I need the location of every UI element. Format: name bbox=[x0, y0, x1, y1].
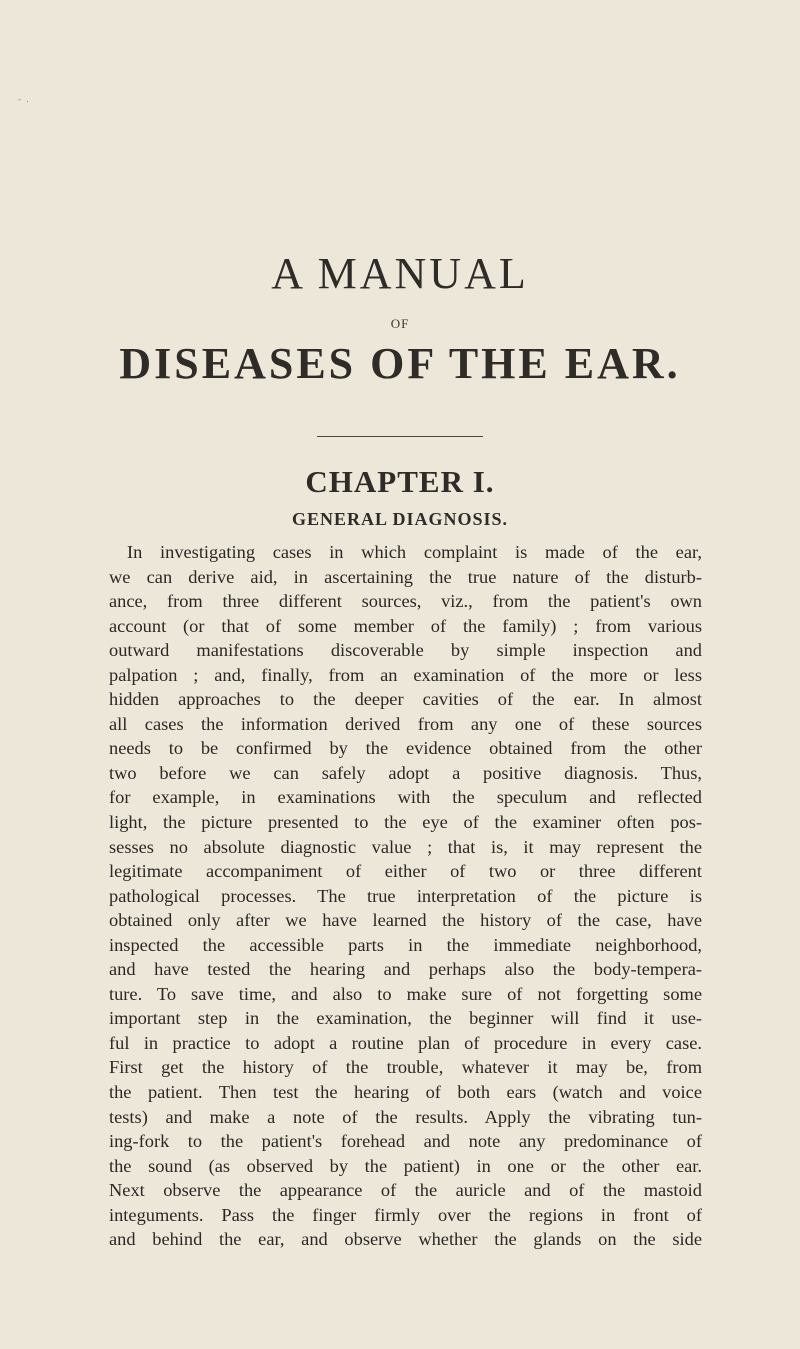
body-line: outward manifestations discoverable by simple inspection and bbox=[109, 640, 702, 661]
body-line: integuments. Pass the finger firmly over the regions in front of bbox=[109, 1204, 702, 1225]
body-line: hidden approaches to the deeper cavities of the ear. In almost bbox=[109, 689, 702, 710]
body-line: and have tested the hearing and perhaps also the body-tempera- bbox=[109, 959, 702, 980]
book-title: A MANUAL bbox=[271, 249, 529, 298]
body-line: the sound (as observed by the patient) in one or the other ear. bbox=[109, 1155, 702, 1176]
title-divider-rule bbox=[317, 436, 483, 437]
page-edge-mark: - . bbox=[18, 95, 30, 105]
body-line: In investigating cases in which complaint is made of the ear, bbox=[127, 542, 702, 562]
body-line: palpation ; and, finally, from an examination of the more or less bbox=[109, 664, 702, 685]
body-line: the patient. Then test the hearing of both ears (watch and voice bbox=[109, 1082, 702, 1103]
body-line: ance, from three different sources, viz., from the patient's own bbox=[109, 591, 702, 612]
book-title-of: OF bbox=[390, 316, 410, 331]
body-line: First get the history of the trouble, whatever it may be, from bbox=[109, 1057, 702, 1078]
body-line: pathological processes. The true interpretation of the picture is bbox=[109, 885, 702, 906]
body-line: important step in the examination, the beginner will find it use- bbox=[109, 1008, 702, 1029]
body-line: ture. To save time, and also to make sure of not forgetting some bbox=[109, 983, 702, 1004]
body-line: two before we can safely adopt a positive diagnosis. Thus, bbox=[109, 762, 702, 783]
body-line: and behind the ear, and observe whether the glands on the side bbox=[109, 1229, 702, 1250]
body-line: ful in practice to adopt a routine plan of procedure in every case. bbox=[109, 1032, 702, 1053]
body-line: obtained only after we have learned the history of the case, have bbox=[109, 910, 702, 931]
body-line: Next observe the appearance of the auricle and of the mastoid bbox=[109, 1180, 702, 1201]
body-line: inspected the accessible parts in the immediate neighborhood, bbox=[109, 934, 702, 955]
body-line: account (or that of some member of the family) ; from various bbox=[109, 615, 702, 636]
body-line: tests) and make a note of the results. Apply the vibrating tun- bbox=[109, 1106, 702, 1127]
body-paragraph bbox=[109, 540, 702, 1252]
body-line: sesses no absolute diagnostic value ; that is, it may represent the bbox=[109, 836, 702, 857]
body-line: all cases the information derived from any one of these sources bbox=[109, 713, 702, 734]
body-line: light, the picture presented to the eye of the examiner often pos- bbox=[109, 812, 702, 833]
book-subtitle: DISEASES OF THE EAR. bbox=[119, 339, 681, 388]
chapter-heading: CHAPTER I. bbox=[305, 464, 495, 499]
body-line: legitimate accompaniment of either of two or three different bbox=[109, 861, 702, 882]
body-line: ing-fork to the patient's forehead and note any predominance of bbox=[109, 1131, 702, 1152]
body-line: for example, in examinations with the speculum and reflected bbox=[109, 787, 702, 808]
body-line: needs to be confirmed by the evidence obtained from the other bbox=[109, 738, 702, 759]
body-line: we can derive aid, in ascertaining the true nature of the disturb- bbox=[109, 566, 702, 587]
section-heading: GENERAL DIAGNOSIS. bbox=[291, 509, 509, 529]
